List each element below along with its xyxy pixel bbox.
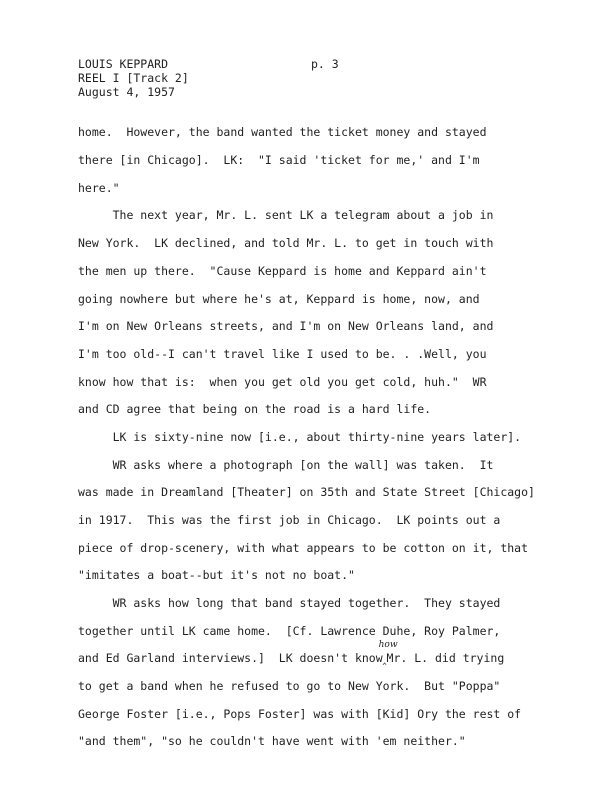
- body-line: there [in Chicago]. LK: "I said 'ticket for me,' and I'm: [78, 153, 480, 167]
- body-line: I'm on New Orleans streets, and I'm on New Orleans land, and: [78, 319, 494, 333]
- interview-date: August 4, 1957: [78, 85, 175, 99]
- body-line: know how that is: when you get old you get cold, huh." WR: [78, 375, 487, 389]
- handwritten-caret: ‸ how: [378, 640, 398, 665]
- body-line: was made in Dreamland [Theater] on 35th and State Street [Chicago]: [78, 485, 535, 499]
- body-line: "imitates a boat--but it's not no boat.": [78, 568, 355, 582]
- interviewee-name: LOUIS KEPPARD: [78, 57, 169, 71]
- body-line: piece of drop-scenery, with what appears to be cotton on it, that: [78, 541, 529, 555]
- body-line: going nowhere but where he's at, Keppard is home, now, and: [78, 292, 480, 306]
- body-line: to get a band when he refused to go to New York. But "Poppa": [78, 679, 501, 693]
- line-text-before: and Ed Garland interviews.] LK doesn't know: [78, 651, 383, 665]
- body-line: I'm too old--I can't travel like I used to be. . .Well, you: [78, 347, 487, 361]
- handwritten-insertion: how: [378, 640, 398, 650]
- body-line: "and them", "so he couldn't have went with 'em neither.": [78, 734, 466, 748]
- body-line: and CD agree that being on the road is a hard life.: [78, 402, 432, 416]
- body-line: home. However, the band wanted the ticket money and stayed: [78, 125, 487, 139]
- body-line: New York. LK declined, and told Mr. L. to get in touch with: [78, 236, 494, 250]
- body-line: in 1917. This was the first job in Chicago. LK points out a: [78, 513, 501, 527]
- body-line: WR asks where a photograph [on the wall] was taken. It: [78, 458, 494, 472]
- body-line: together until LK came home. [Cf. Lawrence Duhe, Roy Palmer,: [78, 624, 501, 638]
- body-line: LK is sixty-nine now [i.e., about thirty-nine years later].: [78, 430, 522, 444]
- body-line: George Foster [i.e., Pops Foster] was with [Kid] Ory the rest of: [78, 707, 522, 721]
- body-line: here.": [78, 181, 120, 195]
- body-line: WR asks how long that band stayed together. They stayed: [78, 596, 501, 610]
- body-line-with-insertion: [78, 640, 505, 665]
- body-line: The next year, Mr. L. sent LK a telegram about a job in: [78, 208, 494, 222]
- body-line: the men up there. "Cause Keppard is home and Keppard ain't: [78, 264, 487, 278]
- line-text-after: Mr. L. did trying: [386, 651, 505, 665]
- reel-track: REEL I [Track 2]: [78, 71, 189, 85]
- page-number: p. 3: [311, 57, 339, 71]
